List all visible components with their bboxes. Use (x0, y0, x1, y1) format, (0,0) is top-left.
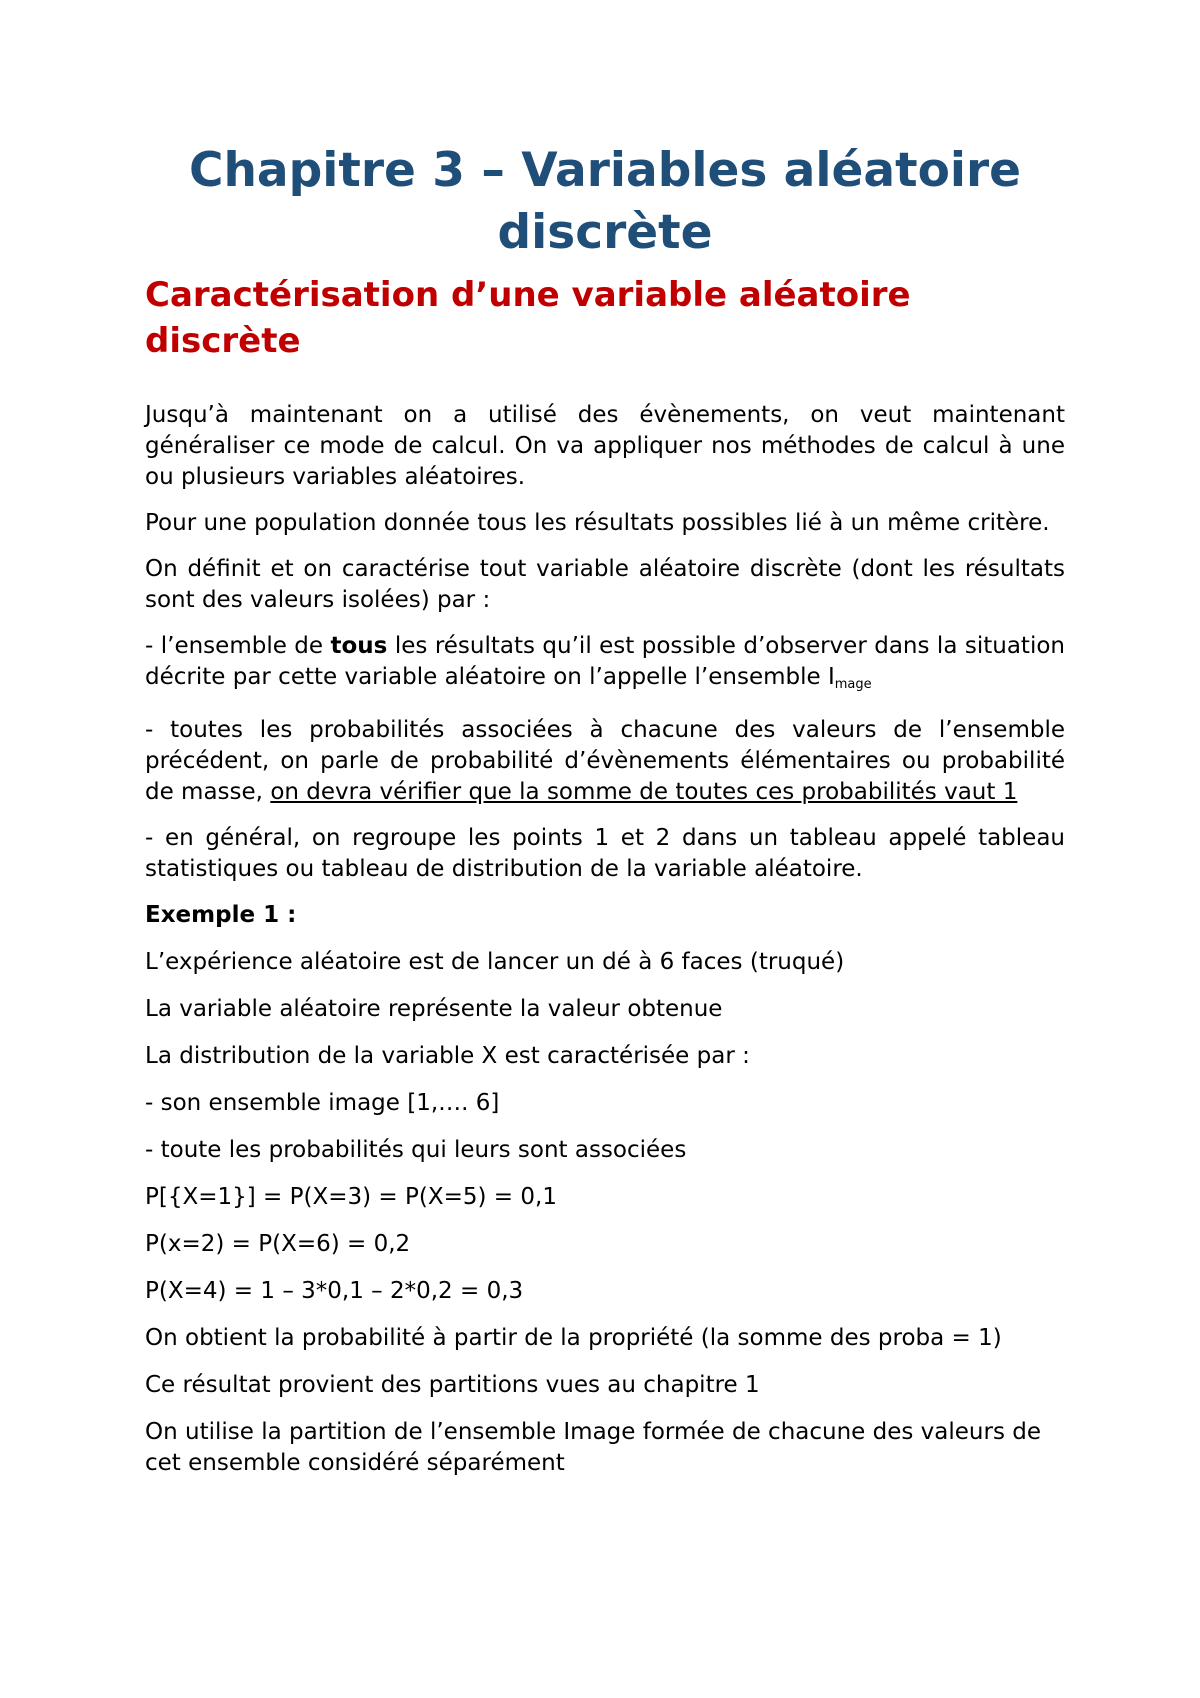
example-line: La variable aléatoire représente la valeur obtenue (145, 996, 723, 1022)
image-set-bold-word: tous (330, 633, 388, 659)
formula-line: P(x=2) = P(X=6) = 0,2 (145, 1231, 411, 1257)
example-line: La distribution de la variable X est caractérisée par : (145, 1043, 750, 1069)
example-line: On obtient la probabilité à partir de la propriété (la somme des proba = 1) (145, 1325, 1002, 1351)
example-line: L’expérience aléatoire est de lancer un dé à 6 faces (truqué) (145, 949, 845, 975)
probabilities-text: - toutes les probabilités associées à chacune des valeurs de l’ensemble précédent, on parle de probabilité d’évènements élémentaires ou probabilité de masse, (145, 717, 1065, 805)
paragraph-population: Pour une population donnée tous les résultats possibles lié à un même critère. (145, 510, 1050, 536)
example-heading: Exemple 1 : (145, 902, 297, 928)
paragraph-distribution-table: - en général, on regroupe les points 1 et 2 dans un tableau appelé tableau statistiques ou tableau de distribution de la variable aléatoire. (145, 825, 1065, 882)
example-line: - son ensemble image [1,…. 6] (145, 1090, 500, 1116)
probabilities-underlined-note: on devra vérifier que la somme de toutes ces probabilités vaut 1 (270, 779, 1018, 805)
chapter-title-line-1: Chapitre 3 – Variables aléatoire (188, 143, 1022, 198)
document-page (145, 140, 1065, 1494)
paragraph-definition: On définit et on caractérise tout variable aléatoire discrète (dont les résultats sont des valeurs isolées) par : (145, 556, 1065, 613)
image-set-subscript: mage (834, 677, 872, 692)
paragraph-partition: On utilise la partition de l’ensemble Image formée de chacune des valeurs de cet ensemble considéré séparément (145, 1419, 1041, 1476)
chapter-title (145, 140, 1065, 264)
example-line: Ce résultat provient des partitions vues au chapitre 1 (145, 1372, 760, 1398)
paragraph-image-set (145, 631, 1065, 700)
document-body (145, 400, 1065, 1479)
formula-line: P(X=4) = 1 – 3*0,1 – 2*0,2 = 0,3 (145, 1278, 524, 1304)
paragraph-probabilities (145, 715, 1065, 808)
formula-line: P[{X=1}] = P(X=3) = P(X=5) = 0,1 (145, 1184, 557, 1210)
chapter-title-line-2: discrète (497, 205, 713, 260)
paragraph-intro: Jusqu’à maintenant on a utilisé des évènements, on veut maintenant généraliser ce mode de calcul. On va appliquer nos méthodes de calcul à une ou plusieurs variables aléatoires. (145, 402, 1065, 490)
example-line: - toute les probabilités qui leurs sont associées (145, 1137, 687, 1163)
image-set-text-start: - l’ensemble de (145, 633, 331, 659)
image-set-text-end: les résultats qu’il est possible d’observer dans la situation décrite par cette variable aléatoire on l’appelle l’ensemble I (145, 633, 1065, 690)
section-heading: Caractérisation d’une variable aléatoire discrète (145, 275, 911, 361)
